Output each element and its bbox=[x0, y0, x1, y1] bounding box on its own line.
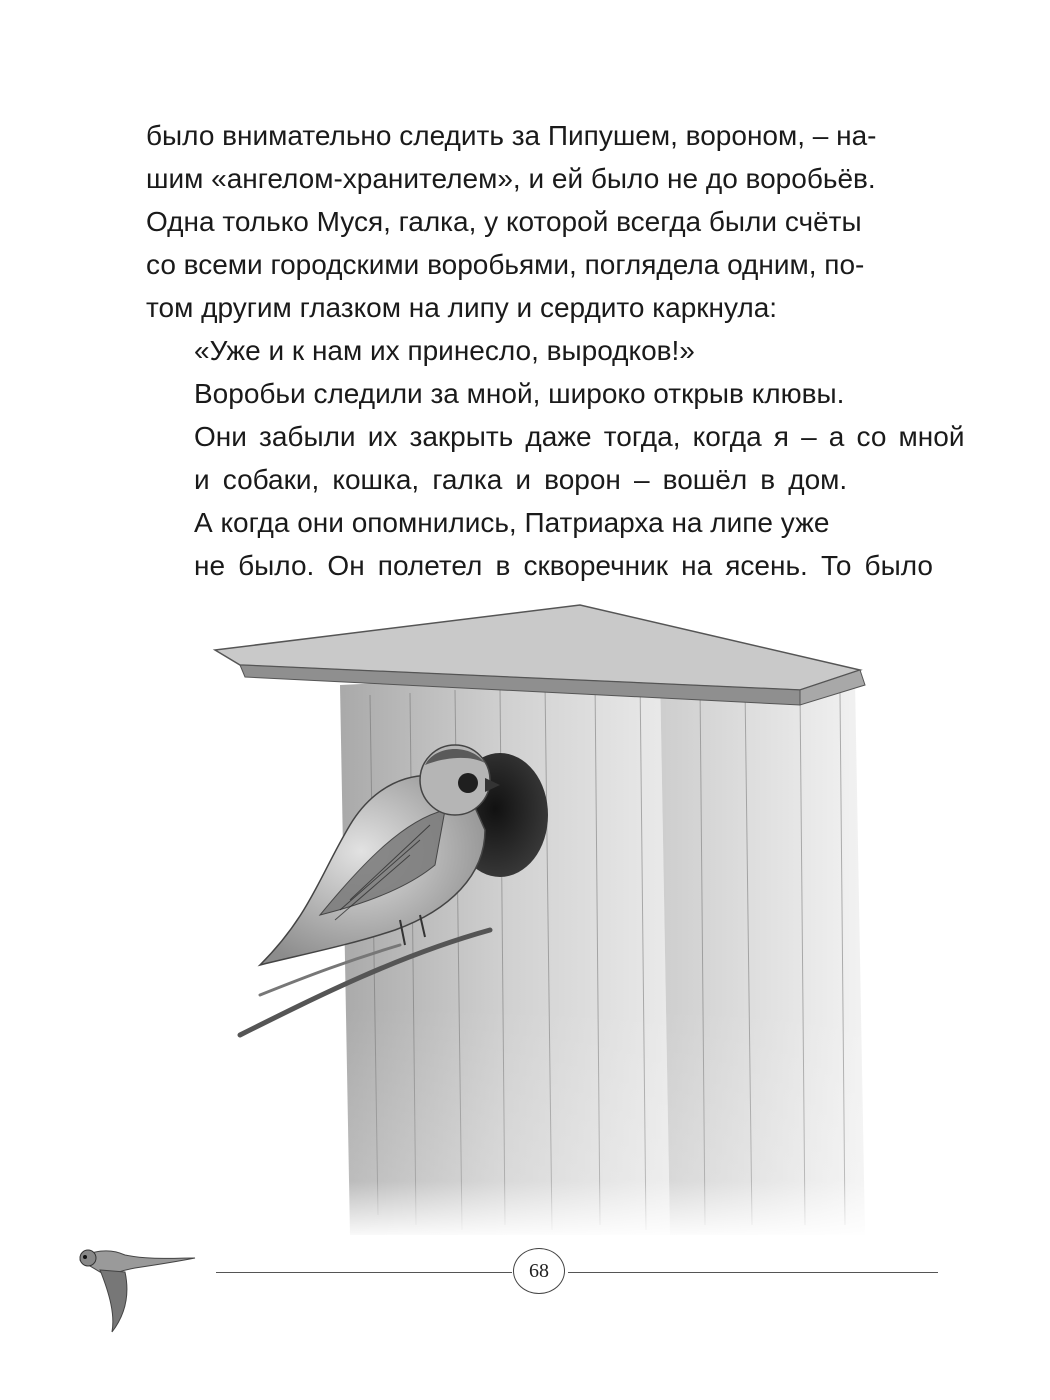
text-line: со всеми городскими воробьями, поглядела одним, по- bbox=[146, 249, 865, 280]
body-text bbox=[146, 114, 965, 587]
footer-rule-left bbox=[216, 1272, 512, 1273]
paragraph-3 bbox=[146, 372, 965, 501]
text-line: Они забыли их закрыть даже тогда, когда я – а со мной bbox=[194, 421, 965, 452]
footer-rule-right bbox=[568, 1272, 938, 1273]
flying-sparrow-icon bbox=[70, 1240, 200, 1335]
text-line: Воробьи следили за мной, широко открыв клювы. bbox=[194, 378, 845, 409]
text-line: А когда они опомнились, Патриарха на липе уже bbox=[194, 507, 830, 538]
page-number bbox=[513, 1248, 565, 1294]
text-line: шим «ангелом-хранителем», и ей было не до воробьёв. bbox=[146, 163, 876, 194]
text-line: Одна только Муся, галка, у которой всегда были счёты bbox=[146, 206, 862, 237]
sparrow-birdhouse-illustration bbox=[200, 575, 880, 1240]
text-line: было внимательно следить за Пипушем, вороном, – на- bbox=[146, 120, 877, 151]
text-line: не было. Он полетел в скворечник на ясень. То было bbox=[194, 550, 933, 581]
page-number-label: 68 bbox=[529, 1259, 549, 1282]
text-line: «Уже и к нам их принесло, выродков!» bbox=[194, 335, 695, 366]
paragraph-2 bbox=[146, 329, 940, 372]
paragraph-1 bbox=[146, 114, 940, 329]
text-line: том другим глазком на липу и сердито каркнула: bbox=[146, 292, 778, 323]
text-line: и собаки, кошка, галка и ворон – вошёл в дом. bbox=[194, 464, 848, 495]
